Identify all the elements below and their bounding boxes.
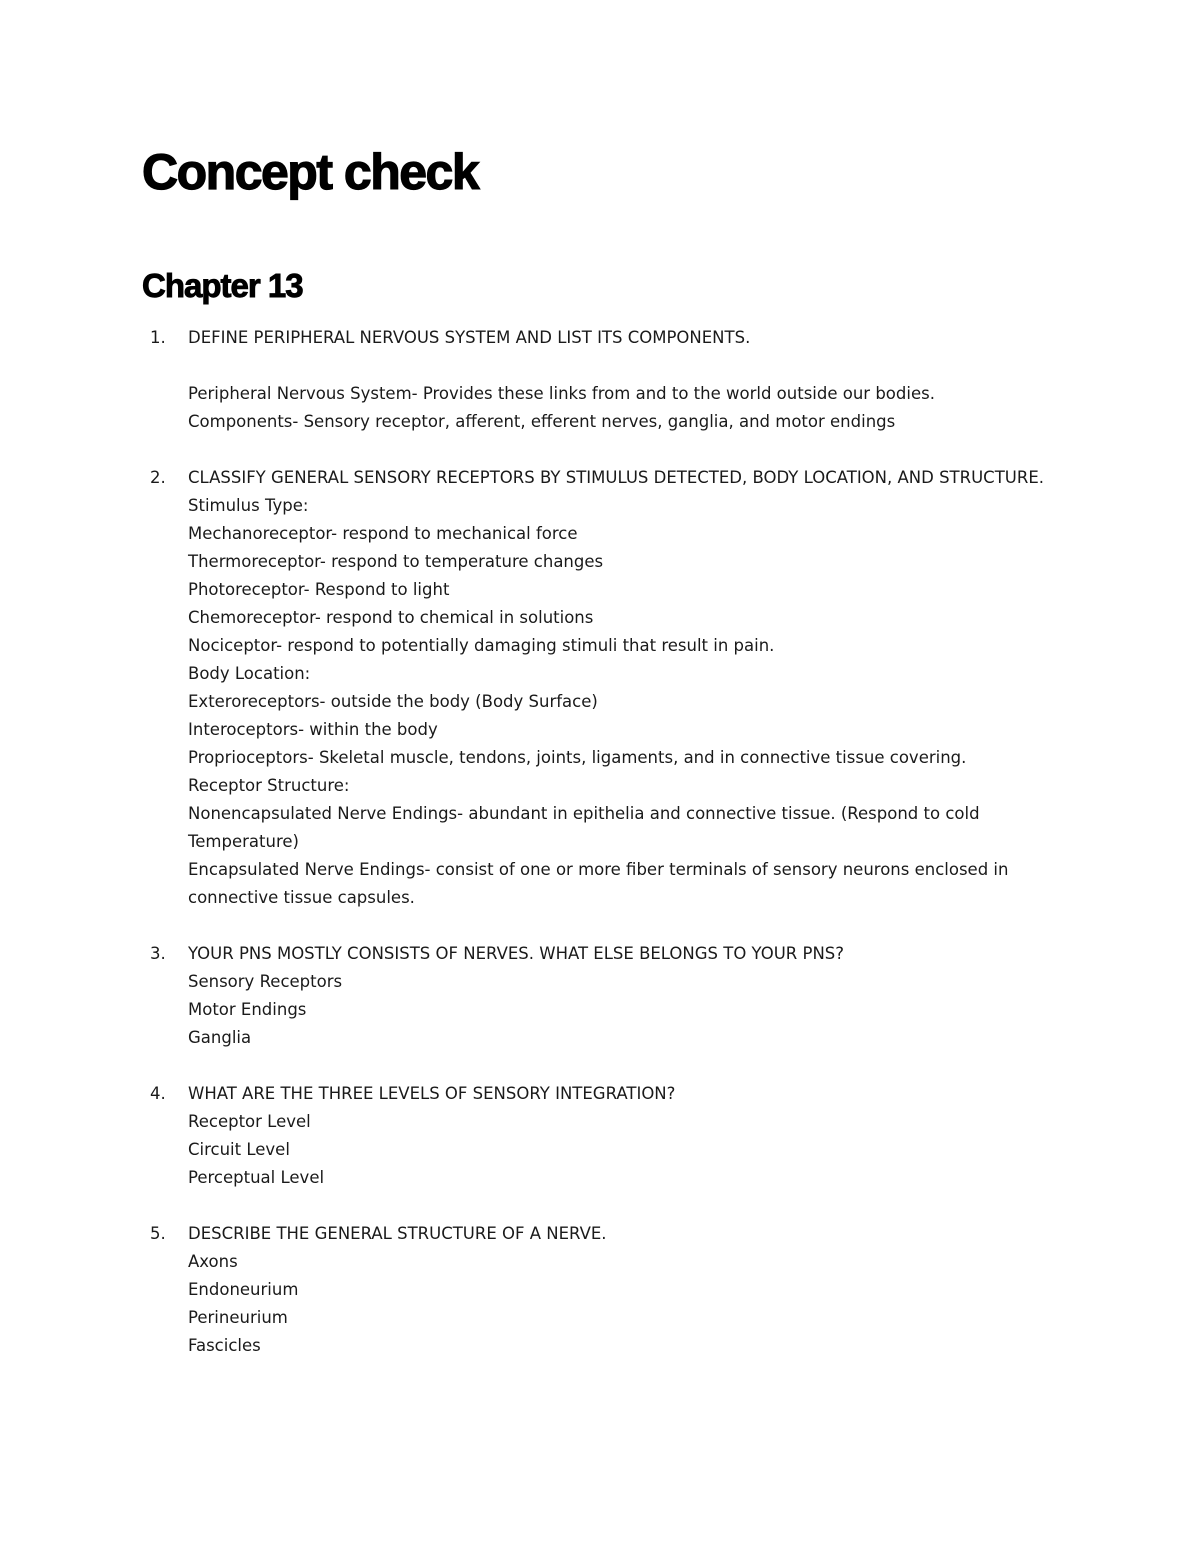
question-item-5 — [0, 1220, 1200, 1360]
spacer — [188, 352, 1068, 380]
chapter-heading: Chapter 13 — [142, 267, 303, 304]
answer-line: Perceptual Level — [188, 1168, 325, 1187]
answer-line: Interoceptors- within the body — [188, 720, 438, 739]
answer-line: Receptor Structure: — [188, 776, 350, 795]
question-body — [188, 1220, 1068, 1360]
answer-line: Thermoreceptor- respond to temperature changes — [188, 552, 604, 571]
answer-line: Chemoreceptor- respond to chemical in solutions — [188, 608, 594, 627]
answer-line: Body Location: — [188, 664, 311, 683]
answer-line: Ganglia — [188, 1028, 252, 1047]
answer-line: Encapsulated Nerve Endings- consist of one or more fiber terminals of sensory neurons enclosed in connective tissue capsules. — [188, 860, 1009, 907]
answer-line: Axons — [188, 1252, 238, 1271]
question-body — [188, 324, 1068, 436]
answer-line: Perineurium — [188, 1308, 288, 1327]
answer-line: Circuit Level — [188, 1140, 290, 1159]
question-item-2 — [0, 464, 1200, 912]
answer-line: Endoneurium — [188, 1280, 299, 1299]
question-item-4 — [0, 1080, 1200, 1192]
question-text: YOUR PNS MOSTLY CONSISTS OF NERVES. WHAT ELSE BELONGS TO YOUR PNS? — [188, 944, 845, 963]
page-title: Concept check — [142, 144, 479, 200]
answer-line: Receptor Level — [188, 1112, 311, 1131]
question-number: 1. — [150, 328, 166, 347]
answer-line: Fascicles — [188, 1336, 261, 1355]
question-text: CLASSIFY GENERAL SENSORY RECEPTORS BY STIMULUS DETECTED, BODY LOCATION, AND STRUCTURE. — [188, 468, 1044, 487]
question-number: 2. — [150, 468, 166, 487]
answer-line: Nociceptor- respond to potentially damaging stimuli that result in pain. — [188, 636, 775, 655]
question-list — [0, 324, 1200, 1388]
answer-line: Components- Sensory receptor, afferent, efferent nerves, ganglia, and motor endings — [188, 412, 896, 431]
answer-line: Stimulus Type: — [188, 496, 309, 515]
answer-line: Nonencapsulated Nerve Endings- abundant in epithelia and connective tissue. (Respond to cold Temperature) — [188, 804, 980, 851]
answer-line: Mechanoreceptor- respond to mechanical force — [188, 524, 578, 543]
answer-line: Proprioceptors- Skeletal muscle, tendons, joints, ligaments, and in connective tissue covering. — [188, 748, 967, 767]
question-text: WHAT ARE THE THREE LEVELS OF SENSORY INTEGRATION? — [188, 1084, 676, 1103]
question-body — [188, 1080, 1068, 1192]
question-item-1 — [0, 324, 1200, 436]
question-number: 3. — [150, 944, 166, 963]
question-item-3 — [0, 940, 1200, 1052]
answer-line: Exteroreceptors- outside the body (Body Surface) — [188, 692, 598, 711]
answer-line: Peripheral Nervous System- Provides these links from and to the world outside our bodies. — [188, 384, 935, 403]
answer-line: Sensory Receptors — [188, 972, 343, 991]
question-text: DEFINE PERIPHERAL NERVOUS SYSTEM AND LIST ITS COMPONENTS. — [188, 328, 751, 347]
answer-line: Photoreceptor- Respond to light — [188, 580, 450, 599]
question-body — [188, 464, 1068, 912]
question-body — [188, 940, 1068, 1052]
question-number: 4. — [150, 1084, 166, 1103]
question-number: 5. — [150, 1224, 166, 1243]
answer-line: Motor Endings — [188, 1000, 307, 1019]
question-text: DESCRIBE THE GENERAL STRUCTURE OF A NERVE. — [188, 1224, 607, 1243]
